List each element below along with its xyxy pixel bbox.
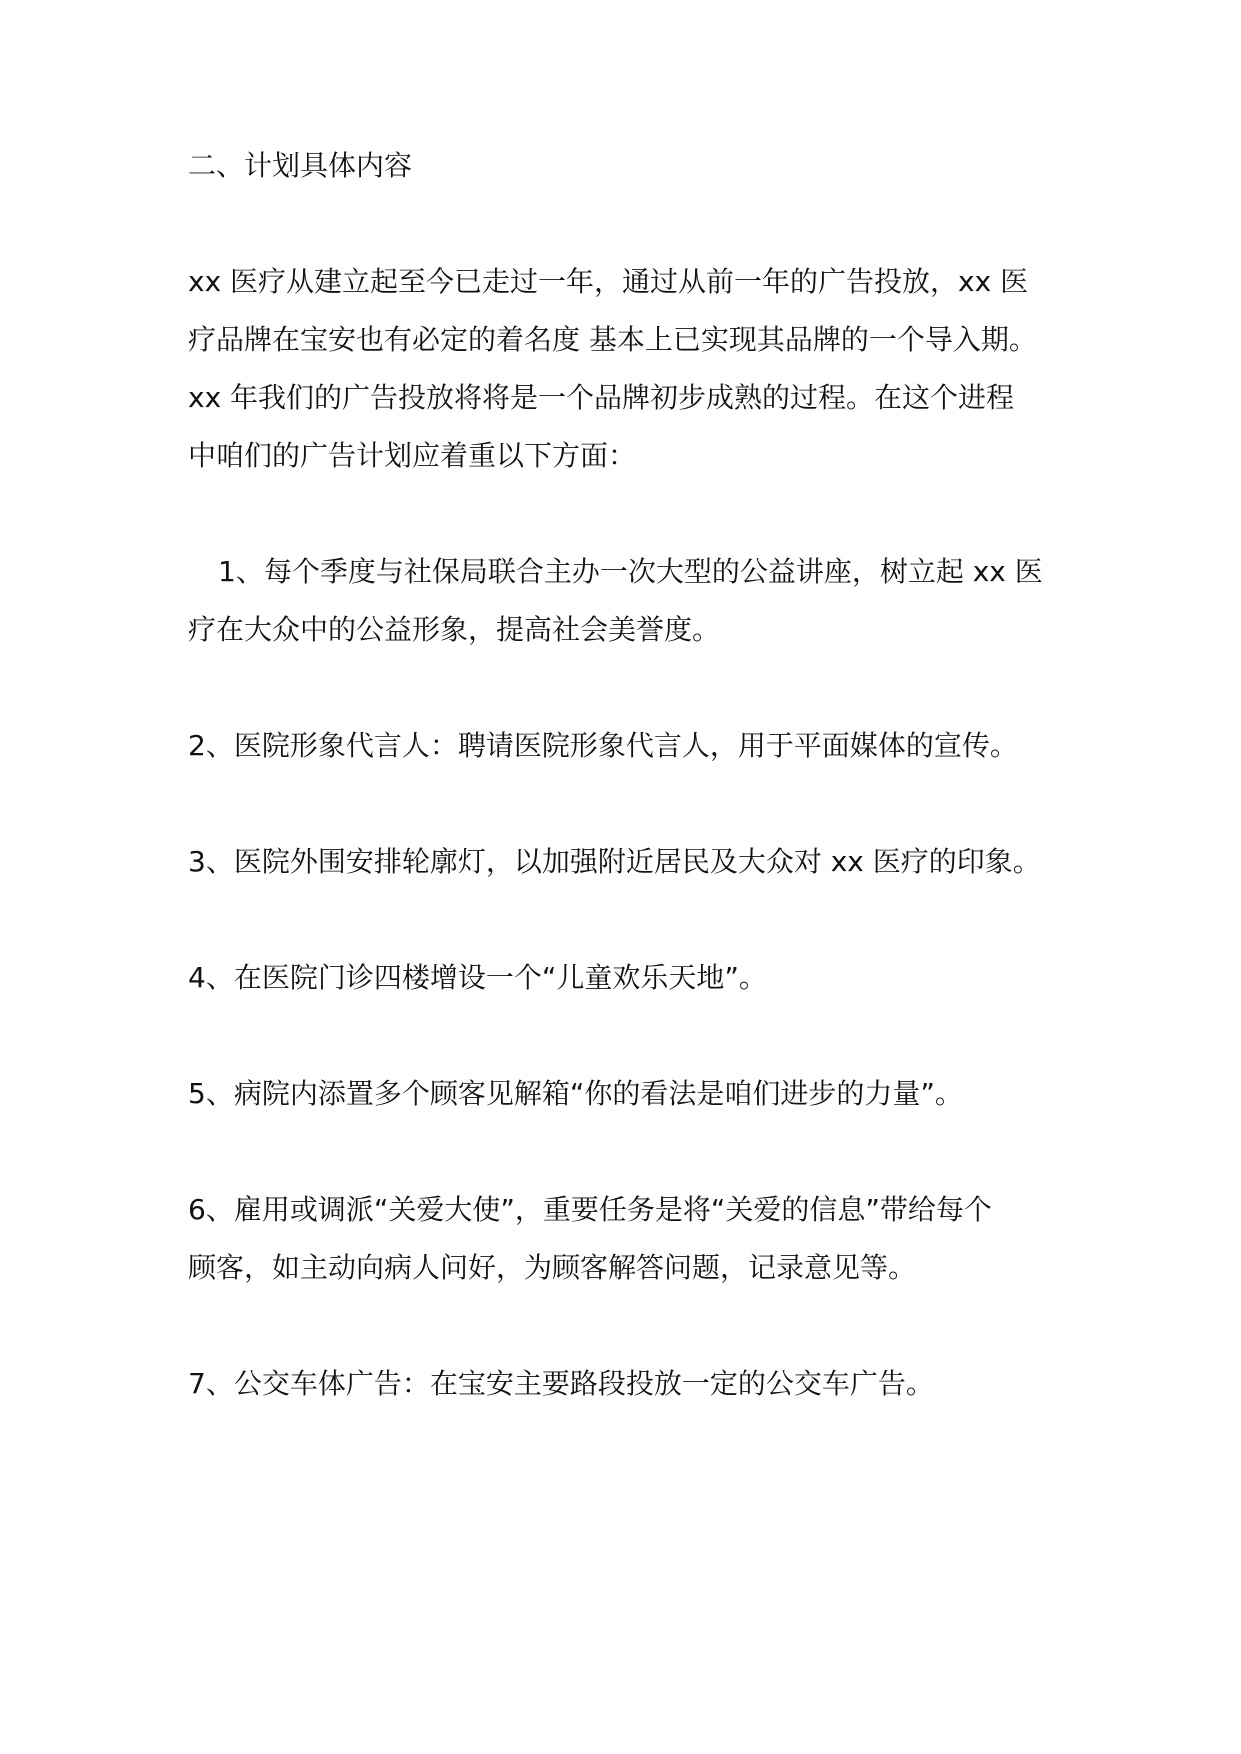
intro-line-2: 疗品牌在宝安也有必定的着名度 基本上已实现其品牌的一个导入期。 [188, 323, 1037, 356]
item-4-line-1: 4、在医院门诊四楼增设一个“儿童欢乐天地”。 [188, 961, 767, 994]
intro-line-4: 中咱们的广告计划应着重以下方面： [188, 439, 637, 472]
section-heading: 二、计划具体内容 [188, 149, 413, 182]
item-6-line-1: 6、雇用或调派“关爱大使”，重要任务是将“关爱的信息”带给每个 [188, 1193, 992, 1226]
item-3-line-1: 3、医院外围安排轮廓灯，以加强附近居民及大众对 xx 医疗的印象。 [188, 845, 1041, 878]
item-6-line-2: 顾客，如主动向病人问好，为顾客解答问题，记录意见等。 [188, 1251, 917, 1284]
intro-line-3: xx 年我们的广告投放将将是一个品牌初步成熟的过程。在这个进程 [188, 381, 1015, 414]
intro-line-1: xx 医疗从建立起至今已走过一年，通过从前一年的广告投放，xx 医 [188, 265, 1029, 298]
item-7-line-1: 7、公交车体广告：在宝安主要路段投放一定的公交车广告。 [188, 1367, 934, 1400]
item-2-line-1: 2、医院形象代言人：聘请医院形象代言人，用于平面媒体的宣传。 [188, 729, 1018, 762]
item-1-line-1: 1、每个季度与社保局联合主办一次大型的公益讲座，树立起 xx 医 [218, 555, 1043, 588]
item-1-line-2: 疗在大众中的公益形象，提高社会美誉度。 [188, 613, 721, 646]
item-5-line-1: 5、病院内添置多个顾客见解箱“你的看法是咱们进步的力量”。 [188, 1077, 963, 1110]
